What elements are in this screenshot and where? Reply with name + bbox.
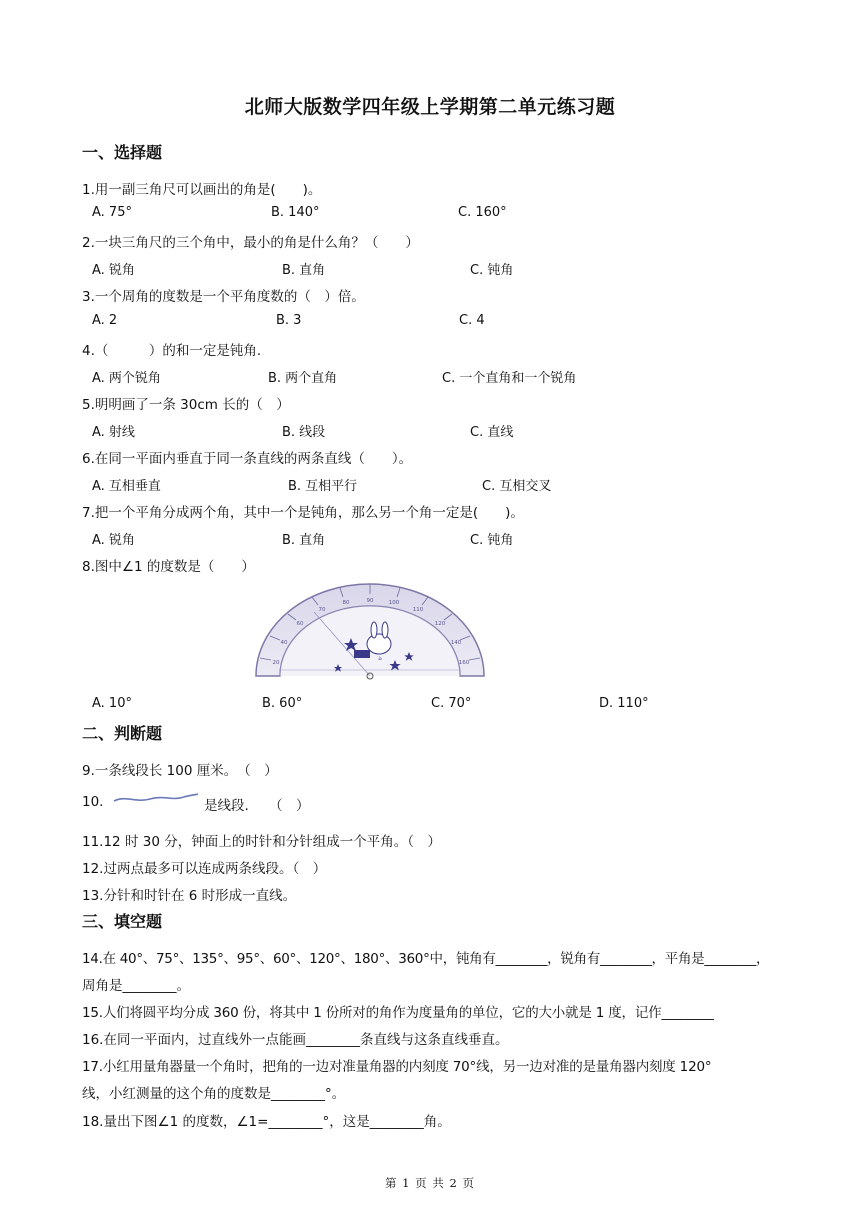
option-2c: C. 钝角 (470, 263, 514, 278)
svg-text:70: 70 (318, 607, 326, 613)
section-heading-choice: 一、选择题 (82, 143, 163, 162)
option-5b: B. 线段 (282, 425, 326, 440)
question-14-line2: 周角是________。 (82, 978, 190, 994)
section-heading-judge: 二、判断题 (82, 724, 163, 743)
option-5a: A. 射线 (92, 425, 135, 440)
option-2b: B. 直角 (282, 263, 326, 278)
question-13: 13.分针和时针在 6 时形成一直线。 (82, 888, 297, 904)
question-12: 12.过两点最多可以连成两条线段。（ ） (82, 861, 327, 877)
svg-text:120: 120 (434, 621, 446, 627)
svg-text:20: 20 (272, 660, 280, 666)
option-8b: B. 60° (262, 696, 303, 711)
svg-text:110: 110 (412, 607, 424, 613)
svg-text:90: 90 (366, 598, 374, 604)
option-3c: C. 4 (459, 313, 485, 328)
option-7b: B. 直角 (282, 533, 326, 548)
question-5: 5.明明画了一条 30cm 长的（ ） (82, 397, 290, 413)
question-4: 4.（ ）的和一定是钝角. (82, 343, 262, 359)
question-6: 6.在同一平面内垂直于同一条直线的两条直线（ ）。 (82, 451, 413, 467)
svg-text:60: 60 (296, 621, 304, 627)
question-18: 18.量出下图∠1 的度数，∠1=________°，这是________角。 (82, 1114, 451, 1130)
svg-text:140: 140 (450, 640, 462, 646)
question-2: 2.一块三角尺的三个角中，最小的角是什么角？（ ） (82, 235, 419, 251)
option-1a: A. 75° (92, 205, 132, 220)
option-2a: A. 锐角 (92, 263, 135, 278)
question-9: 9.一条线段长 100 厘米。 （ ） (82, 763, 278, 779)
question-8: 8.图中∠1 的度数是（ ） (82, 559, 255, 575)
question-10-text: 是线段. （ ） (204, 798, 310, 814)
question-11: 11.12 时 30 分，钟面上的时针和分针组成一个平角。（ ） (82, 834, 441, 850)
question-16: 16.在同一平面内，过直线外一点能画________条直线与这条直线垂直。 (82, 1032, 509, 1048)
page-footer: 第 1 页 共 2 页 (385, 1176, 475, 1190)
option-1b: B. 140° (271, 205, 320, 220)
wavy-line-figure (112, 789, 200, 807)
question-15: 15.人们将圆平均分成 360 份，将其中 1 份所对的角作为度量角的单位，它的大小就是 1 度，记作________ (82, 1005, 714, 1021)
question-10-number: 10. (82, 794, 104, 810)
option-6a: A. 互相垂直 (92, 479, 161, 494)
question-17-line1: 17.小红用量角器量一个角时，把角的一边对准量角器的内刻度 70°线，另一边对准的是量角器内刻度 120° (82, 1059, 712, 1075)
question-7: 7.把一个平角分成两个角，其中一个是钝角，那么另一个角一定是( )。 (82, 505, 524, 521)
question-14-line1: 14.在 40°、75°、135°、95°、60°、120°、180°、360°中，钝角有________，锐角有________，平角是________， (82, 951, 770, 967)
svg-text:40: 40 (280, 640, 288, 646)
page-title: 北师大版数学四年级上学期第二单元练习题 (244, 96, 616, 118)
option-6b: B. 互相平行 (288, 479, 358, 494)
option-5c: C. 直线 (470, 425, 514, 440)
option-8c: C. 70° (431, 696, 472, 711)
option-3b: B. 3 (276, 313, 302, 328)
option-7c: C. 钝角 (470, 533, 514, 548)
svg-text:100: 100 (388, 600, 400, 606)
option-1c: C. 160° (458, 205, 507, 220)
question-3: 3.一个周角的度数是一个平角度数的（ ）倍。 (82, 289, 365, 305)
option-4c: C. 一个直角和一个锐角 (442, 371, 577, 386)
question-17-line2: 线，小红测量的这个角的度数是________°。 (82, 1086, 346, 1102)
svg-text:ঌ: ঌ (378, 655, 382, 662)
option-8d: D. 110° (599, 696, 649, 711)
protractor-figure (254, 582, 486, 680)
option-8a: A. 10° (92, 696, 132, 711)
question-1: 1.用一副三角尺可以画出的角是( )。 (82, 182, 322, 198)
svg-text:80: 80 (342, 600, 350, 606)
option-4b: B. 两个直角 (268, 371, 338, 386)
svg-text:160: 160 (458, 660, 470, 666)
section-heading-fill: 三、填空题 (82, 912, 163, 931)
option-7a: A. 锐角 (92, 533, 135, 548)
option-4a: A. 两个锐角 (92, 371, 161, 386)
option-6c: C. 互相交叉 (482, 479, 552, 494)
option-3a: A. 2 (92, 313, 118, 328)
